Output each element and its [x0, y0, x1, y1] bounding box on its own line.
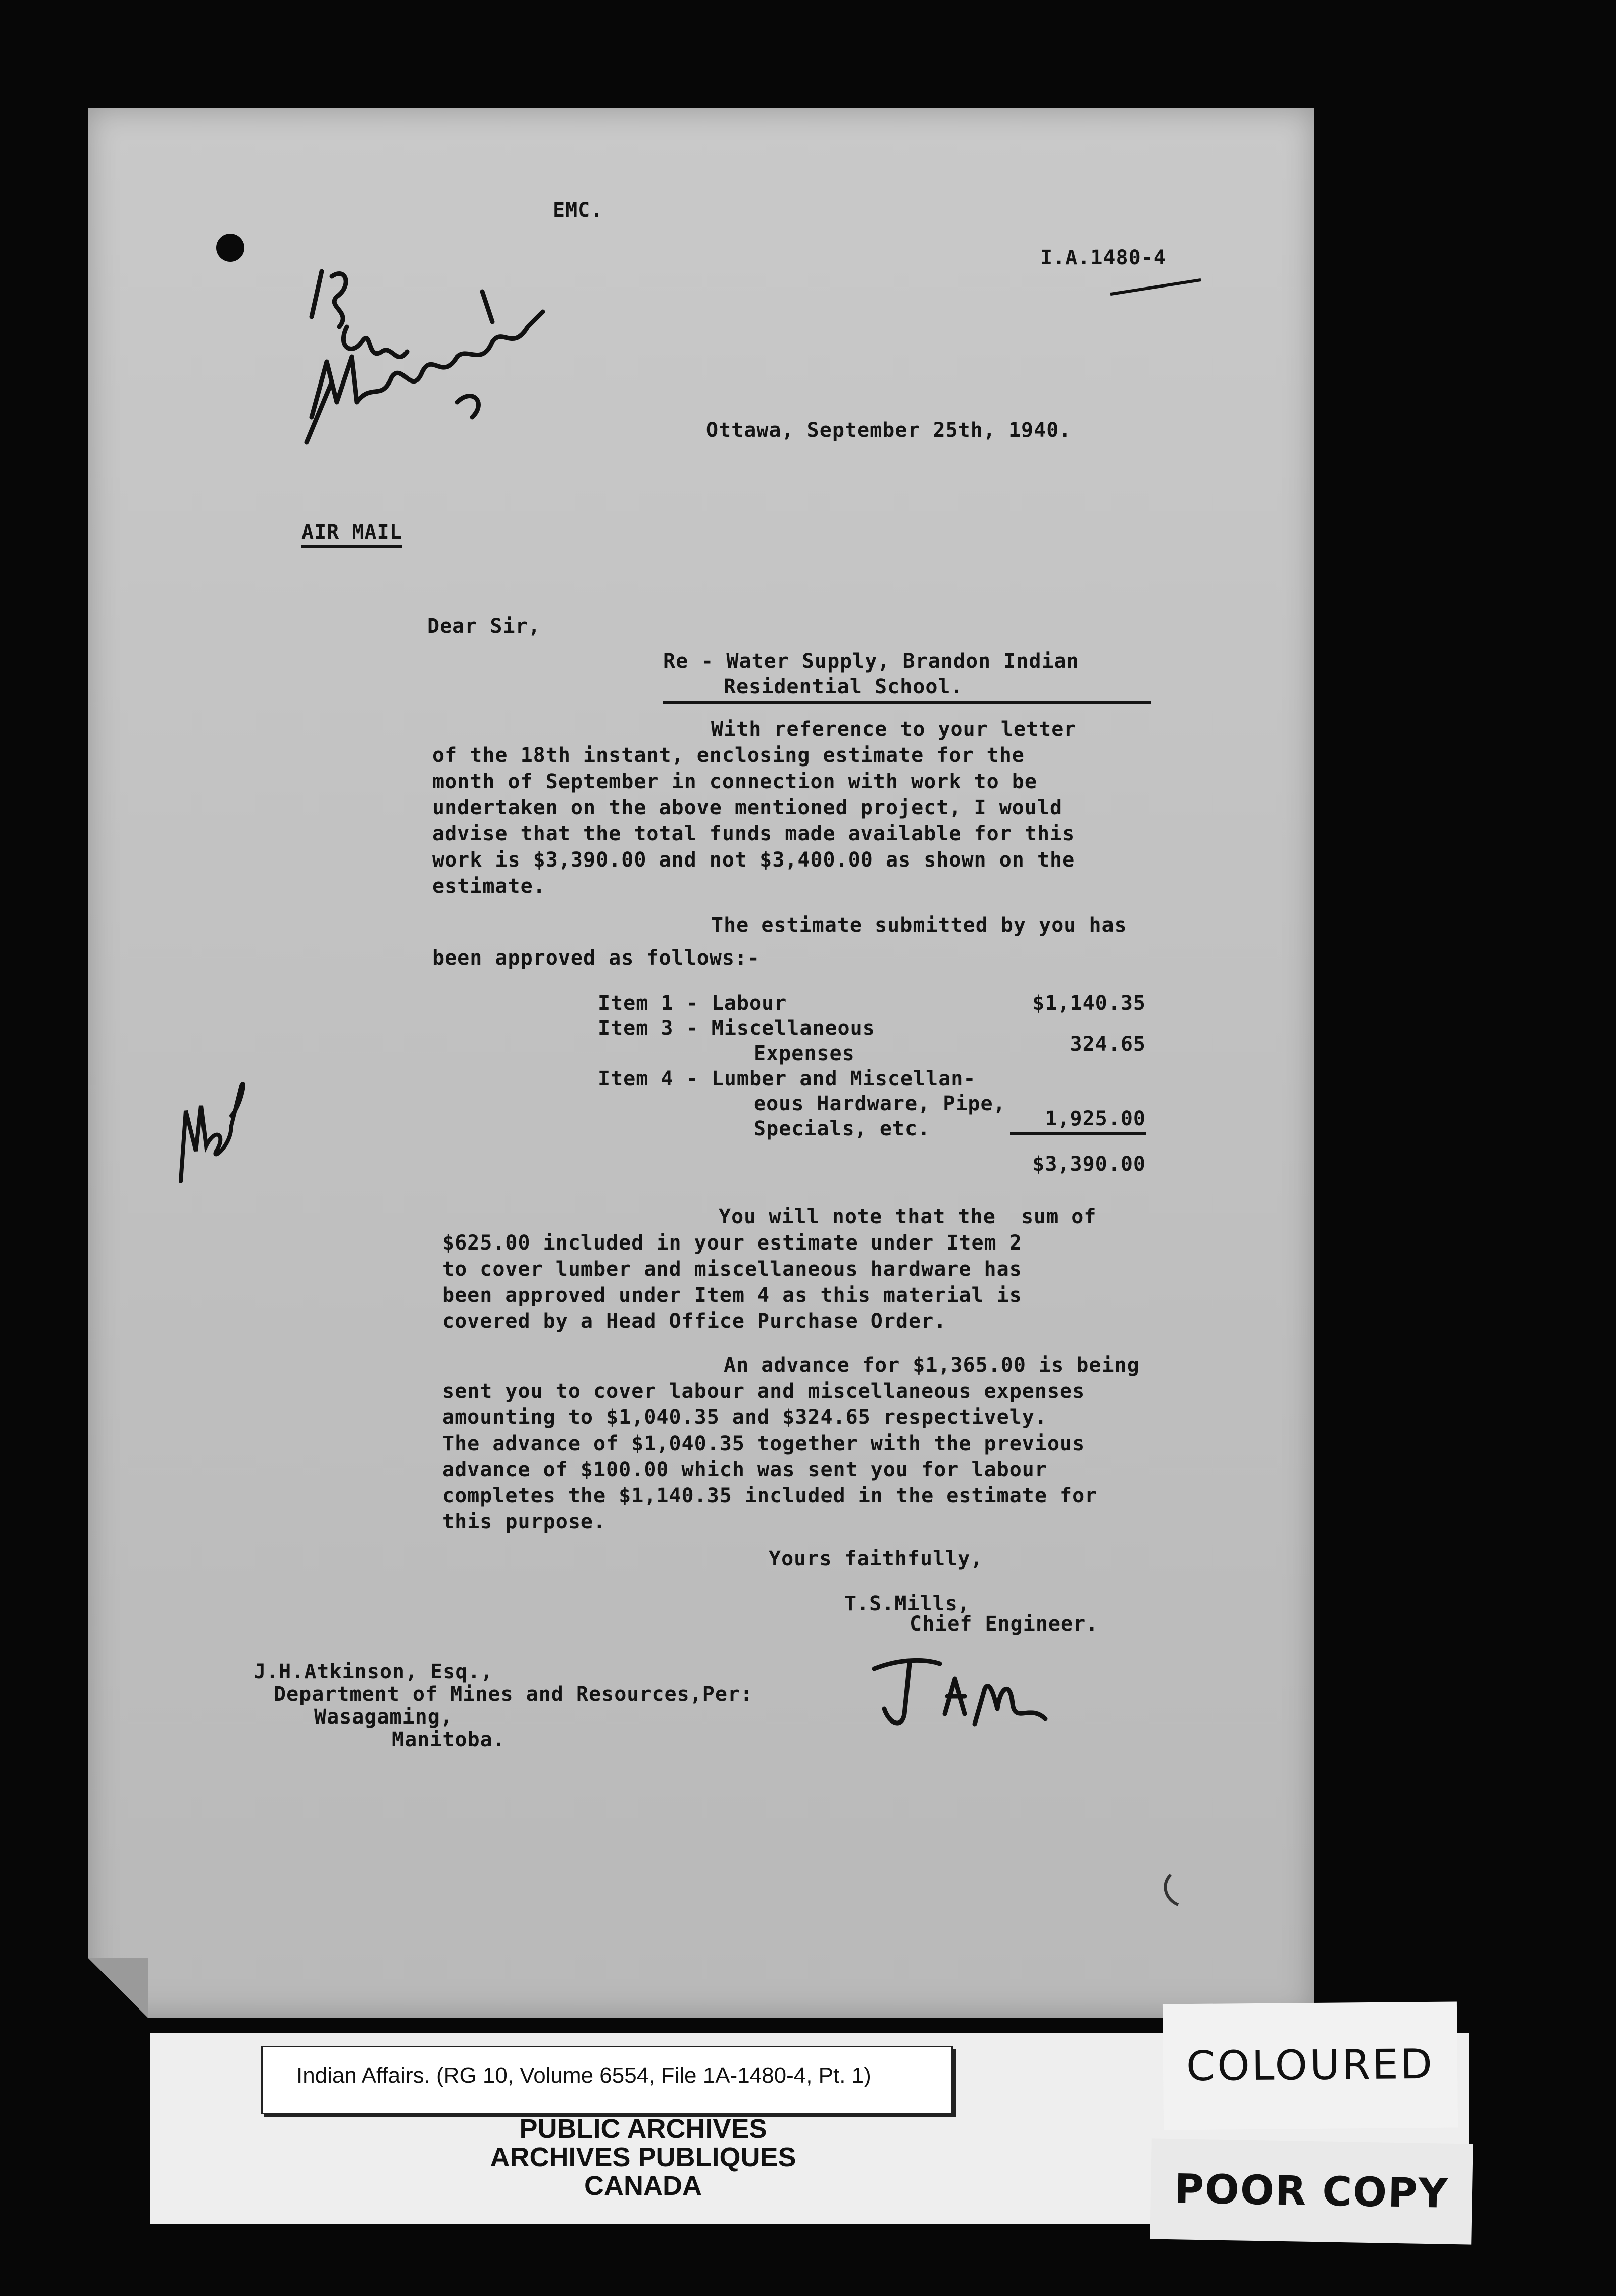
closing: Yours faithfully,	[769, 1547, 983, 1570]
letter-page	[88, 108, 1314, 2018]
signer-name: T.S.Mills,	[844, 1592, 970, 1615]
addressee-line: Wasagaming,	[314, 1705, 453, 1729]
paragraph-4-line: this purpose.	[442, 1510, 607, 1534]
punch-hole	[216, 234, 244, 262]
poor-copy-stamp: POOR COPY	[1150, 2138, 1473, 2244]
paragraph-4-line: advance of $100.00 which was sent you for labour	[442, 1458, 1047, 1481]
handwritten-annotation-top	[291, 251, 553, 477]
paragraph-1-line: With reference to your letter	[711, 718, 1077, 741]
file-number-underline	[1105, 274, 1206, 299]
paragraph-1-line: of the 18th instant, enclosing estimate for the	[432, 744, 1025, 767]
paragraph-3-line: been approved under Item 4 as this material is	[442, 1284, 1022, 1307]
subject-line-2: Residential School.	[724, 675, 963, 698]
paragraph-4-line: amounting to $1,040.35 and $324.65 respectively.	[442, 1406, 1047, 1429]
paragraph-4-line: completes the $1,140.35 included in the estimate for	[442, 1484, 1098, 1507]
handwritten-signature-initials	[864, 1649, 1055, 1739]
paragraph-3-line: to cover lumber and miscellaneous hardware has	[442, 1258, 1022, 1281]
item-label: eous Hardware, Pipe,	[754, 1092, 1006, 1115]
paragraph-2-line: The estimate submitted by you has	[711, 914, 1127, 937]
salutation: Dear Sir,	[427, 615, 541, 638]
place-and-date: Ottawa, September 25th, 1940.	[706, 419, 1072, 442]
archive-name-en: PUBLIC ARCHIVES	[519, 2114, 767, 2144]
item-label: Expenses	[754, 1042, 855, 1065]
archive-country: CANADA	[584, 2171, 702, 2201]
addressee-line: Manitoba.	[392, 1728, 506, 1751]
subject-underline	[663, 701, 1151, 704]
item-amount: 1,925.00	[1010, 1106, 1146, 1135]
paragraph-1-line: advise that the total funds made available for this	[432, 822, 1075, 845]
addressee-line: J.H.Atkinson, Esq.,	[254, 1660, 493, 1683]
addressee-line: Department of Mines and Resources,Per:	[274, 1683, 753, 1706]
item-label: Item 4 - Lumber and Miscellan-	[598, 1067, 976, 1090]
paragraph-1-line: work is $3,390.00 and not $3,400.00 as shown on the	[432, 848, 1075, 872]
handwritten-margin-initials	[166, 1066, 251, 1196]
folded-corner	[88, 1958, 148, 2018]
paragraph-3-line: You will note that the sum of	[719, 1205, 1097, 1228]
coloured-stamp: COLOURED	[1163, 2001, 1458, 2130]
item-amount: $1,140.35	[1032, 992, 1146, 1015]
archive-name-fr: ARCHIVES PUBLIQUES	[490, 2142, 796, 2172]
item-label: Item 3 - Miscellaneous	[598, 1017, 875, 1040]
reference-initials: EMC.	[553, 199, 603, 222]
paragraph-1-line: estimate.	[432, 875, 546, 898]
items-total: $3,390.00	[1032, 1153, 1146, 1176]
paragraph-1-line: undertaken on the above mentioned project, I would	[432, 796, 1063, 819]
delivery-method: AIR MAIL	[301, 519, 402, 548]
paragraph-4-line: The advance of $1,040.35 together with the previous	[442, 1432, 1085, 1455]
signer-title: Chief Engineer.	[910, 1612, 1099, 1636]
paragraph-3-line: $625.00 included in your estimate under Item 2	[442, 1231, 1022, 1255]
paragraph-3-line: covered by a Head Office Purchase Order.	[442, 1310, 947, 1333]
paragraph-4-line: sent you to cover labour and miscellaneous expenses	[442, 1380, 1085, 1403]
paragraph-4-line: An advance for $1,365.00 is being	[724, 1354, 1140, 1377]
subject-line-1: Re - Water Supply, Brandon Indian	[663, 650, 1079, 673]
pencil-mark	[1151, 1870, 1191, 1915]
paragraph-1-line: month of September in connection with work to be	[432, 770, 1037, 793]
file-number: I.A.1480-4	[1040, 246, 1166, 269]
archive-reference: Indian Affairs. (RG 10, Volume 6554, File 1A-1480-4, Pt. 1)	[296, 2063, 871, 2088]
item-amount: 324.65	[1070, 1033, 1146, 1056]
paragraph-2-line: been approved as follows:-	[432, 946, 760, 970]
item-label: Specials, etc.	[754, 1117, 931, 1140]
item-label: Item 1 - Labour	[598, 992, 787, 1015]
